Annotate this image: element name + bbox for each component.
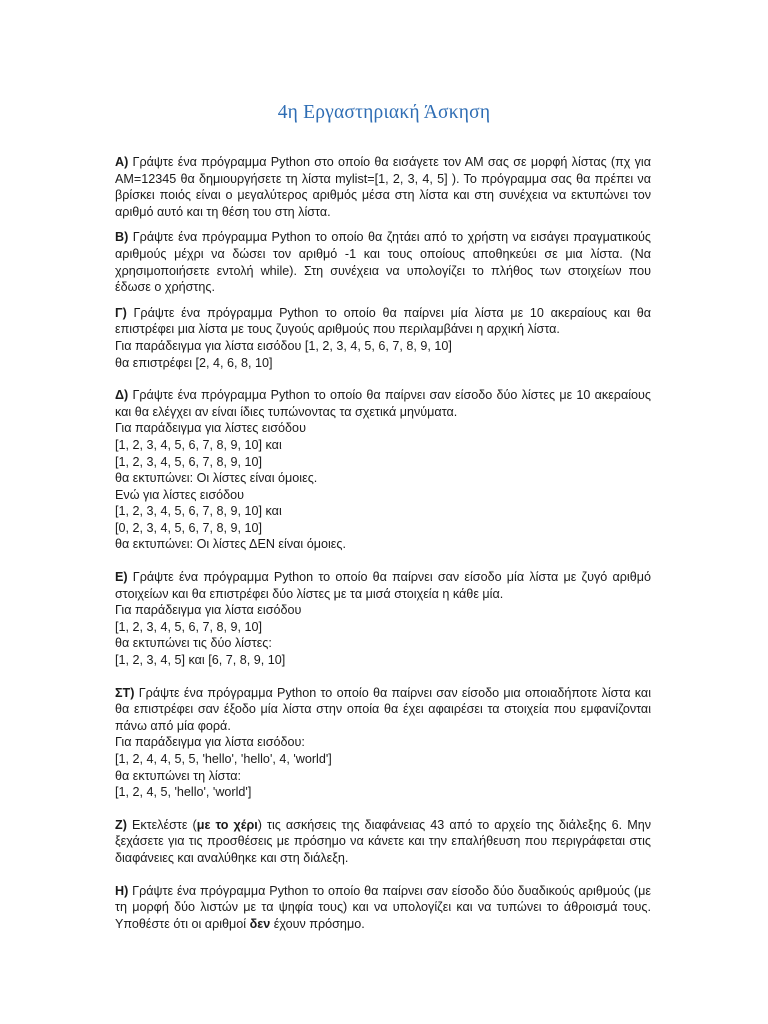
exercise-st <box>115 685 651 801</box>
exercise-b <box>115 229 651 295</box>
exercise-d-text <box>115 387 651 420</box>
exercise-d-line-8: θα εκτυπώνει: Οι λίστες ΔΕΝ είναι όμοιες. <box>115 537 346 552</box>
exercise-d-line-7: [0, 2, 3, 4, 5, 6, 7, 8, 9, 10] <box>115 520 263 535</box>
exercise-b-body: Γράψτε ένα πρόγραμμα Python το οποίο θα ζητάει από το χρήστη να εισάγει πραγματικούς αριθμούς μέχρι να δώσει τον αριθμό -1 και τους οποίους αποθηκεύει σε μια λίστα. (Να χρησιμοποιήσετε εντολή while). Στη συνέχεια να υπολογίζει το πλήθος των στοιχείων που έδωσε ο χρήστης. <box>115 230 651 295</box>
exercise-h-body-start: Γράψτε ένα πρόγραμμα Python το οποίο θα παίρνει σαν είσοδο δύο δυαδικούς αριθμούς (με τη μορφή δύο λιστών με τα ψηφία τους) και να υπολογίζει και να τυπώνει το άθροισμά τους. Υποθέστε ότι οι αριθμοί <box>115 883 651 931</box>
exercise-e-line-3: θα εκτυπώνει τις δύο λίστες: <box>115 636 272 651</box>
exercise-st-label: ΣΤ) <box>115 685 135 700</box>
exercise-d-line-6: [1, 2, 3, 4, 5, 6, 7, 8, 9, 10] και <box>115 504 282 519</box>
exercise-h-label: Η) <box>115 883 129 898</box>
exercise-e-body: Γράψτε ένα πρόγραμμα Python το οποίο θα παίρνει σαν είσοδο μία λίστα με ζυγό αριθμό στοιχείων και θα επιστρέφει δύο λίστες με τα μισά στοιχεία η κάθε μία. <box>115 570 651 601</box>
exercise-e-line-1: Για παράδειγμα για λίστα εισόδου <box>115 603 302 618</box>
exercise-b-label: Β) <box>115 230 129 245</box>
exercise-z-body-start: Εκτελέστε ( <box>126 817 197 832</box>
exercise-c-label: Γ) <box>115 305 127 320</box>
exercise-st-line-4: [1, 2, 4, 5, 'hello', 'world'] <box>115 785 252 800</box>
exercise-d-label: Δ) <box>115 388 129 403</box>
exercise-d-line-2: [1, 2, 3, 4, 5, 6, 7, 8, 9, 10] και <box>115 437 282 452</box>
exercise-h-body-end: έχουν πρόσημο. <box>270 916 365 931</box>
exercise-z <box>115 817 651 867</box>
exercise-c-line-1: Για παράδειγμα για λίστα εισόδου [1, 2, 3, 4, 5, 6, 7, 8, 9, 10] <box>115 338 452 353</box>
exercise-a-label: Α) <box>115 155 129 169</box>
exercise-c-text <box>115 305 651 338</box>
exercise-d <box>115 387 651 553</box>
exercise-z-label: Ζ) <box>115 817 127 832</box>
exercise-c <box>115 305 651 371</box>
exercise-a <box>115 154 651 220</box>
exercise-a-text <box>115 154 651 220</box>
exercise-z-body-end: ) τις ασκήσεις της διαφάνειας 43 από το αρχείο της διάλεξης 6. Μην ξεχάσετε για τις προσθέσεις με πρόσημο να κάνετε και την επαλήθευση που περιγράφεται στις διαφάνειες και αναλύθηκε και στη διάλεξη. <box>115 817 651 865</box>
exercise-z-emphasis: με το χέρι <box>196 817 258 832</box>
exercise-a-body: Γράψτε ένα πρόγραμμα Python στο οποίο θα εισάγετε τον ΑΜ σας σε μορφή λίστας (πχ για ΑΜ=12345 θα δημιουργήσετε τη λίστα mylist=[1, 2, 3, 4, 5] ). Το πρόγραμμα σας θα πρέπει να βρίσκει ποιός είναι ο μεγαλύτερος αριθμός μέσα στη λίστα και στη συνέχεια να εκτυπώνει τον αριθμό αυτό και τη θέση του στη λίστα. <box>115 155 651 219</box>
exercise-d-line-5: Ενώ για λίστες εισόδου <box>115 487 245 502</box>
exercise-h-text <box>115 883 651 933</box>
exercise-b-text <box>115 229 651 295</box>
exercise-d-body: Γράψτε ένα πρόγραμμα Python το οποίο θα παίρνει σαν είσοδο δύο λίστες με 10 ακεραίους και θα ελέγχει αν είναι ίδιες τυπώνοντας τα σχετικά μηνύματα. <box>115 388 651 419</box>
exercise-c-line-2: θα επιστρέφει [2, 4, 6, 8, 10] <box>115 355 273 370</box>
exercise-e-line-2: [1, 2, 3, 4, 5, 6, 7, 8, 9, 10] <box>115 619 263 634</box>
document-body <box>115 154 651 932</box>
exercise-st-line-3: θα εκτυπώνει τη λίστα: <box>115 768 242 783</box>
exercise-d-line-1: Για παράδειγμα για λίστες εισόδου <box>115 421 306 436</box>
exercise-st-line-1: Για παράδειγμα για λίστα εισόδου: <box>115 735 305 750</box>
exercise-e <box>115 569 651 669</box>
exercise-e-label: Ε) <box>115 570 128 585</box>
exercise-c-body: Γράψτε ένα πρόγραμμα Python το οποίο θα παίρνει μία λίστα με 10 ακεραίους και θα επιστρέφει μια λίστα με τους ζυγούς αριθμούς που περιλαμβάνει η αρχική λίστα. <box>115 305 651 337</box>
exercise-h <box>115 883 651 933</box>
exercise-h-emphasis: δεν <box>249 916 271 931</box>
exercise-d-line-4: θα εκτυπώνει: Οι λίστες είναι όμοιες. <box>115 471 318 486</box>
exercise-st-body: Γράψτε ένα πρόγραμμα Python το οποίο θα παίρνει σαν είσοδο μια οποιαδήποτε λίστα και θα επιστρέφει σαν έξοδο μία λίστα στην οποία θα έχει αφαιρέσει τα στοιχεία που εμφανίζονται πάνω από μία φορά. <box>115 685 651 733</box>
exercise-st-line-2: [1, 2, 4, 4, 5, 5, 'hello', 'hello', 4, 'world'] <box>115 752 332 766</box>
exercise-e-text <box>115 569 651 602</box>
exercise-e-line-4: [1, 2, 3, 4, 5] και [6, 7, 8, 9, 10] <box>115 653 286 668</box>
exercise-d-line-3: [1, 2, 3, 4, 5, 6, 7, 8, 9, 10] <box>115 454 263 469</box>
document-title: 4η Εργαστηριακή Άσκηση <box>277 102 491 123</box>
exercise-st-text <box>115 685 651 735</box>
exercise-z-text <box>115 817 651 867</box>
